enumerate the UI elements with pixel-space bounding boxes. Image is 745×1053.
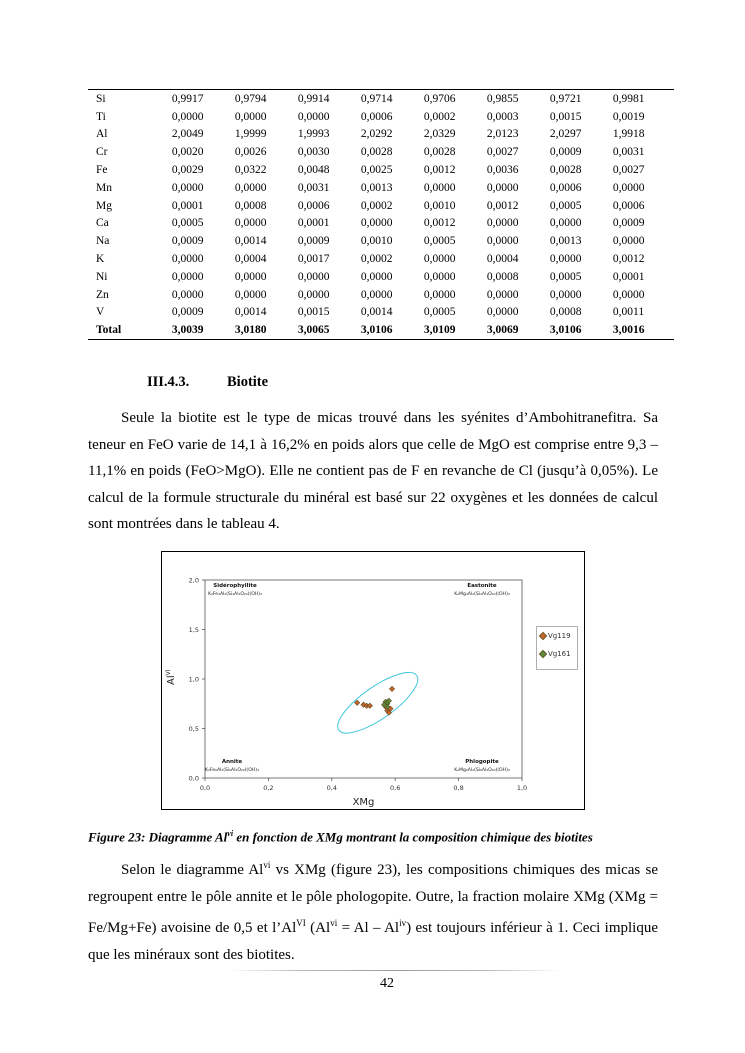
table-cell: 0,0001 [171, 199, 204, 212]
section-title: Biotite [227, 374, 269, 390]
plot-area [205, 580, 522, 778]
table-cell: 0,0014 [234, 306, 267, 319]
table-cell: 1,9993 [297, 128, 330, 141]
table-cell: 0,0000 [234, 270, 267, 283]
table-cell: 0,0008 [234, 199, 267, 212]
superscript: vi [263, 860, 271, 870]
end-member-name: Phlogopite [465, 759, 499, 765]
table-row [88, 250, 674, 268]
table-cell: 0,0008 [549, 306, 582, 319]
table-cell: 0,0013 [360, 181, 393, 194]
x-tick-label: 0,4 [326, 784, 337, 792]
diamond-marker-icon [539, 632, 547, 640]
table-cell: 0,0001 [297, 217, 330, 230]
end-member-name: Eastonite [467, 583, 497, 589]
table-cell: 0,0010 [423, 199, 456, 212]
table-cell: 0,0002 [360, 253, 393, 266]
data-point-vg119 [367, 703, 372, 708]
end-member-formula: K₂Mg₄Al₂(Si₄Al₄O₂₀)(OH)₄ [454, 592, 510, 597]
element-label: Mn [96, 181, 112, 194]
table-cell: 0,0000 [486, 288, 519, 301]
table-cell: 0,0048 [297, 164, 330, 177]
table-cell: 0,0000 [171, 288, 204, 301]
table-cell: 0,0011 [612, 306, 645, 319]
figure-caption [88, 829, 593, 845]
table-cell: 0,9917 [171, 92, 204, 105]
y-axis-label-main: Al [166, 675, 177, 685]
table-cell: 0,0005 [423, 235, 456, 248]
table-row [88, 179, 674, 197]
table-cell: 0,0001 [612, 270, 645, 283]
table-cell: 0,0003 [486, 110, 519, 123]
table-cell: 0,0027 [612, 164, 645, 177]
paragraph-text: Seule la biotite est le type de micas trouvé dans les syénites d’Ambohitranefitra. Sa teneur en FeO varie de 14,1 à 16,2% en poids alors que celle de MgO est comprise entre 9,3 – 11,1% en poids (FeO>MgO). Elle ne contient pas de F en revanche de Cl (jusqu’à 0,05%). Le calcul de la formule structurale du minéral est basé sur 22 oxygènes et les données de calcul sont montrées dans le tableau 4. [88, 410, 658, 532]
table-cell: 0,0028 [360, 146, 393, 159]
x-tick-label: 0,0 [199, 784, 211, 792]
cluster-ellipse [330, 662, 426, 743]
x-tick-label: 0,2 [263, 784, 274, 792]
caption-text: en fonction de XMg montrant la composition chimique des biotites [233, 829, 593, 845]
chart-legend [536, 626, 578, 670]
table-cell: 0,0015 [549, 110, 582, 123]
table-cell: 0,0000 [171, 181, 204, 194]
element-label: Ca [96, 217, 109, 230]
y-tick-label: 2,0 [188, 576, 199, 585]
data-point-vg119 [355, 700, 360, 705]
table-cell: 0,0009 [297, 235, 330, 248]
end-member-name: Sidérophyllite [213, 583, 257, 589]
table-cell: 0,0000 [171, 253, 204, 266]
table-cell: 0,0012 [612, 253, 645, 266]
table-cell: 0,0000 [423, 253, 456, 266]
table-cell: 0,0028 [549, 164, 582, 177]
table-cell: 3,0016 [612, 324, 645, 337]
table-cell: 0,0000 [612, 235, 645, 248]
paragraph-biotite-description [88, 405, 658, 538]
table-cell: 0,0005 [423, 306, 456, 319]
table-cell: 0,0025 [360, 164, 393, 177]
table-cell: 0,0012 [423, 217, 456, 230]
table-cell: 0,0019 [612, 110, 645, 123]
footer-divider [230, 970, 560, 971]
table-row [88, 161, 674, 179]
table-cell: 0,9721 [549, 92, 582, 105]
element-label: Na [96, 235, 110, 248]
table-row [88, 321, 674, 339]
table-cell: 0,0000 [234, 217, 267, 230]
x-tick-label: 0,8 [453, 784, 464, 792]
paragraph-text: vs XMg (figure 23), les compositions chimiques des micas se regroupent entre le pôle annite et le pôle phologopite. Outre, la fraction molaire XMg (XMg = Fe/Mg+Fe) avoisine de 0,5 et l’Al [88, 862, 658, 936]
table-cell: 0,9855 [486, 92, 519, 105]
table-cell: 0,0000 [297, 270, 330, 283]
table-cell: 0,0027 [486, 146, 519, 159]
table-cell: 1,9999 [234, 128, 267, 141]
element-label: Total [96, 324, 122, 337]
table-cell: 0,0030 [297, 146, 330, 159]
table-cell: 0,9714 [360, 92, 393, 105]
table-cell: 0,0020 [171, 146, 204, 159]
table-cell: 0,9794 [234, 92, 267, 105]
legend-item-vg161 [537, 645, 577, 663]
element-label: Cr [96, 146, 108, 159]
table-cell: 0,0000 [234, 181, 267, 194]
element-label: Zn [96, 288, 109, 301]
legend-label: Vg161 [548, 650, 571, 658]
table-cell: 0,0010 [360, 235, 393, 248]
table-cell: 0,0017 [297, 253, 330, 266]
superscript: iv [399, 918, 407, 928]
table-row [88, 143, 674, 161]
table-cell: 0,0000 [486, 217, 519, 230]
table-cell: 0,0000 [171, 270, 204, 283]
table-cell: 0,0012 [423, 164, 456, 177]
table-row [88, 304, 674, 322]
page-number: 42 [380, 976, 394, 991]
table-cell: 0,9706 [423, 92, 456, 105]
table-cell: 2,0049 [171, 128, 204, 141]
table-cell: 3,0180 [234, 324, 267, 337]
paragraph-diagram-interpretation [88, 852, 658, 968]
table-cell: 0,0000 [234, 110, 267, 123]
table-cell: 0,0000 [360, 288, 393, 301]
legend-label: Vg119 [548, 632, 571, 640]
table-cell: 3,0065 [297, 324, 330, 337]
superscript: VI [296, 918, 306, 928]
element-label: Al [96, 128, 108, 141]
table-cell: 0,9981 [612, 92, 645, 105]
table-row [88, 126, 674, 144]
paragraph-text: ) est toujours inférieur à 1. Ceci implique que les minéraux sont des biotites. [88, 920, 659, 963]
table-cell: 0,0009 [171, 235, 204, 248]
table-cell: 0,0006 [297, 199, 330, 212]
table-cell: 0,0014 [360, 306, 393, 319]
table-cell: 3,0039 [171, 324, 204, 337]
y-tick-label: 1,5 [188, 626, 199, 634]
table-cell: 0,0006 [549, 181, 582, 194]
table-cell: 0,0000 [549, 288, 582, 301]
table-cell: 0,0000 [171, 110, 204, 123]
table-cell: 0,0004 [234, 253, 267, 266]
table-cell: 0,0013 [549, 235, 582, 248]
table-cell: 0,0000 [486, 306, 519, 319]
table-cell: 0,0009 [612, 217, 645, 230]
table-cell: 3,0106 [360, 324, 393, 337]
table-cell: 0,0000 [549, 253, 582, 266]
table-cell: 0,0004 [486, 253, 519, 266]
table-cell: 0,0026 [234, 146, 267, 159]
table-cell: 0,0322 [234, 164, 267, 177]
table-cell: 0,0006 [612, 199, 645, 212]
table-cell: 2,0297 [549, 128, 582, 141]
element-label: Ti [96, 110, 106, 123]
table-cell: 0,0008 [486, 270, 519, 283]
end-member-formula: K₂Fe₄Al₂(Si₄Al₄O₂₀)(OH)₄ [208, 592, 262, 597]
table-cell: 0,0006 [360, 110, 393, 123]
x-tick-label: 1,0 [516, 784, 528, 792]
table-cell: 0,0009 [549, 146, 582, 159]
section-heading [147, 374, 268, 391]
caption-text: Figure 23: Diagramme Al [88, 829, 228, 845]
table-cell: 2,0292 [360, 128, 393, 141]
data-point-vg119 [389, 686, 394, 691]
table-cell: 0,0000 [234, 288, 267, 301]
table-cell: 0,0000 [297, 110, 330, 123]
structural-formula-table [88, 89, 674, 340]
y-axis-label [165, 669, 177, 685]
caption-superscript: vi [227, 829, 234, 838]
table-cell: 0,0009 [171, 306, 204, 319]
diamond-marker-icon [539, 650, 547, 658]
paragraph-text: Selon le diagramme Al [121, 862, 264, 878]
table-cell: 3,0106 [549, 324, 582, 337]
table-cell: 0,0000 [423, 181, 456, 194]
y-axis-label-superscript: VI [165, 669, 172, 676]
table-cell: 0,0000 [612, 288, 645, 301]
paragraph-text: = Al – Al [337, 920, 400, 936]
table-cell: 2,0123 [486, 128, 519, 141]
table-row [88, 232, 674, 250]
table-cell: 0,0002 [423, 110, 456, 123]
x-axis-label: XMg [352, 797, 375, 808]
element-label: V [96, 306, 105, 319]
alvi-xmg-scatter-plot [162, 552, 586, 811]
element-label: Ni [96, 270, 108, 283]
end-member-name: Annite [221, 759, 243, 765]
table-cell: 0,0005 [549, 270, 582, 283]
table-cell: 0,0000 [612, 181, 645, 194]
figure-23-chart [161, 551, 585, 810]
table-cell: 0,9914 [297, 92, 330, 105]
element-label: K [96, 253, 105, 266]
table-cell: 0,0015 [297, 306, 330, 319]
table-cell: 0,0000 [360, 217, 393, 230]
element-label: Fe [96, 164, 108, 177]
y-tick-label: 0,5 [188, 725, 199, 733]
table-cell: 0,0000 [423, 270, 456, 283]
legend-item-vg119 [537, 627, 577, 645]
table-row [88, 268, 674, 286]
table-cell: 0,0002 [360, 199, 393, 212]
table-cell: 0,0031 [612, 146, 645, 159]
y-tick-label: 1,0 [188, 675, 199, 684]
table-cell: 0,0031 [297, 181, 330, 194]
table-row [88, 215, 674, 233]
table-row [88, 90, 674, 108]
table-cell: 0,0028 [423, 146, 456, 159]
table-cell: 0,0000 [486, 235, 519, 248]
element-label: Mg [96, 199, 112, 212]
paragraph-text: (Al [305, 920, 331, 936]
table-row [88, 108, 674, 126]
end-member-formula: K₂Mg₆Al₂(Si₆Al₂O₂₀)(OH)₄ [454, 768, 510, 773]
table-cell: 0,0000 [423, 288, 456, 301]
table-cell: 3,0069 [486, 324, 519, 337]
table-cell: 0,0012 [486, 199, 519, 212]
table-cell: 0,0005 [171, 217, 204, 230]
table-cell: 3,0109 [423, 324, 456, 337]
table-cell: 0,0000 [297, 288, 330, 301]
table-cell: 1,9918 [612, 128, 645, 141]
table-cell: 0,0000 [486, 181, 519, 194]
section-number: III.4.3. [147, 374, 190, 390]
table-cell: 0,0005 [549, 199, 582, 212]
table-cell: 0,0000 [360, 270, 393, 283]
table-cell: 0,0000 [549, 217, 582, 230]
end-member-formula: K₂Fe₆Al₂(Si₆Al₂O₂₀)(OH)₄ [205, 768, 259, 773]
element-label: Si [96, 92, 106, 105]
table-row [88, 197, 674, 215]
table-cell: 0,0036 [486, 164, 519, 177]
table-row [88, 286, 674, 304]
superscript: vi [330, 918, 338, 928]
table-cell: 0,0029 [171, 164, 204, 177]
table-cell: 2,0329 [423, 128, 456, 141]
table-cell: 0,0014 [234, 235, 267, 248]
x-tick-label: 0,6 [390, 784, 401, 792]
y-tick-label: 0,0 [188, 774, 199, 783]
